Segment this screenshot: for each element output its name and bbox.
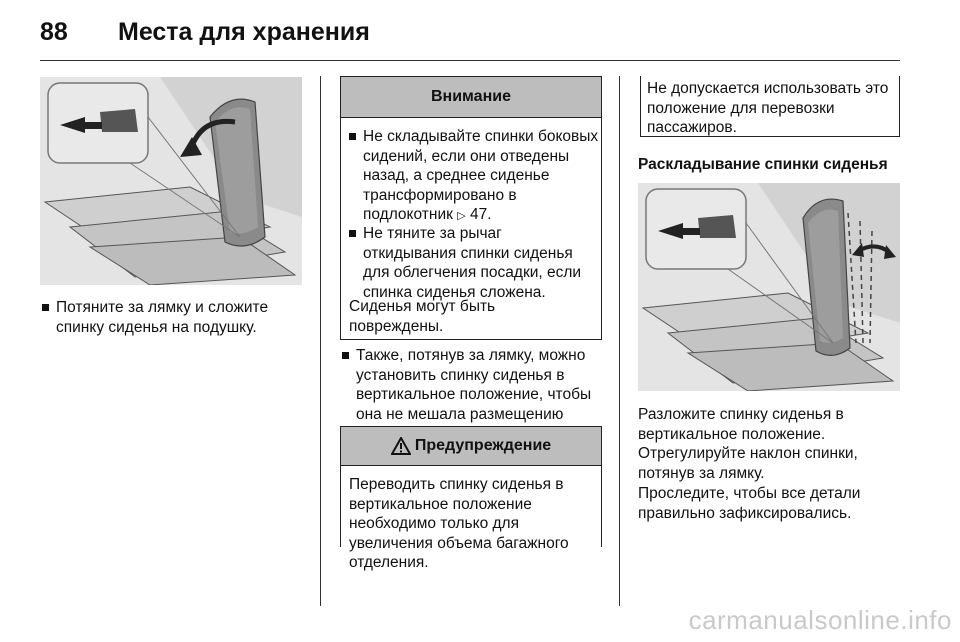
continued-paragraph: Не допускается использовать это положение для перевозки пассажиров. [647,80,889,136]
notice-box [340,76,602,340]
column-divider-2 [619,76,620,606]
warning-paragraph: Переводить спинку сиденья в вертикальное положение необходимо только для увеличения объема багажного отделения. [349,476,569,571]
warning-box [340,426,602,571]
seat-fold-illustration [40,77,302,285]
header-divider [40,60,900,61]
bullet-marker [342,352,349,359]
page-header [0,0,960,62]
page-ref-icon: ▷ [457,210,466,222]
notice-bullet-1-ref: 47. [469,206,492,223]
seat-unfold-illustration [638,183,900,391]
bullet-marker [349,133,356,140]
page-number: 88 [40,18,68,46]
warning-triangle-icon [391,437,411,455]
seat-fold-drawing [40,77,302,285]
bullet-marker [349,230,356,237]
warning-heading: Предупреждение [414,437,552,454]
notice-heading: Внимание [341,77,601,118]
notice-bullet-2-text: Не тяните за рычаг откидывания спинки сиденья для облегчения посадки, если спинка сиденья сложена. [363,225,582,301]
bullet-text: Потяните за лямку и сложите спинку сиденья на подушку. [56,299,269,336]
watermark: carmanualsonline.info [688,605,952,635]
notice-bullet-1-text: Не складывайте спинки боковых сидений, если они отведены назад, а среднее сиденье трансформировано в подлокотник [363,128,599,223]
section-heading: Раскладывание спинки сиденья [638,156,888,173]
page-title: Места для хранения [118,18,370,46]
column-divider-1 [320,76,321,606]
bullet-marker [42,304,49,311]
unfold-paragraph-1: Разложите спинку сиденья в вертикальное положение. Отрегулируйте наклон спинки, потянув за лямку. [638,406,858,482]
seat-unfold-drawing [638,183,900,391]
bullet-text: Также, потянув за лямку, можно установить спинку сиденья в вертикальное положение, чтобы она не мешала размещению [356,347,592,423]
warning-box-continued [640,76,900,137]
notice-paragraph: Сиденья могут быть повреждены. [349,298,496,335]
unfold-paragraph-2: Проследите, чтобы все детали правильно зафиксировались. [638,485,861,522]
